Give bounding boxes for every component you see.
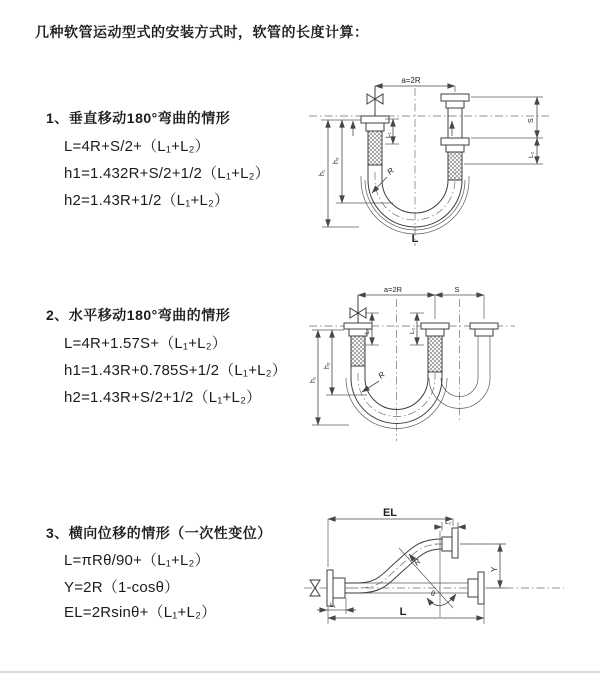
section-2-heading: 2、水平移动180°弯曲的情形 xyxy=(46,307,231,323)
formula-3-Y: Y=2R（1-cosθ） xyxy=(64,579,180,596)
formula-3-EL: EL=2Rsinθ+（L₁+L₂） xyxy=(64,604,217,621)
dim-label-r: R xyxy=(385,165,396,177)
dim-label-l2: L₂ xyxy=(445,519,452,526)
valve-icon xyxy=(367,86,383,116)
dim-label-r: R xyxy=(376,369,387,381)
dim-label-l1: L₁ xyxy=(385,132,392,138)
diagram-horizontal-180-bend xyxy=(305,283,565,473)
right-fitting-moved-position xyxy=(470,323,498,336)
braided-hose xyxy=(428,336,442,372)
formula-2-h2: h2=1.43R+S/2+1/2（L₁+L₂） xyxy=(64,389,262,406)
dim-label-y: Y xyxy=(490,566,499,572)
dim-label-h2: h₂ xyxy=(333,157,340,164)
dim-label-h1: h₁ xyxy=(310,376,317,383)
formula-1-h2: h2=1.43R+1/2（L₁+L₂） xyxy=(64,192,230,209)
dim-label-el: EL xyxy=(382,507,398,519)
page-title: 几种软管运动型式的安装方式时，软管的长度计算： xyxy=(35,24,369,40)
dim-label-l2: L₂ xyxy=(528,151,535,158)
braided-hose xyxy=(351,336,365,366)
page-bottom-edge xyxy=(0,671,600,673)
left-fitting xyxy=(361,116,389,165)
formula-2-L: L=4R+1.57S+（L₁+L₂） xyxy=(64,335,227,352)
dim-label-s: S xyxy=(454,285,460,294)
dim-label-r: R xyxy=(412,556,423,568)
dim-label-l: L xyxy=(399,606,407,618)
dim-label-a2r: a=2R xyxy=(383,285,403,294)
diagram-vertical-180-bend xyxy=(305,72,555,252)
valve-icon xyxy=(350,295,366,323)
dim-label-theta: θ xyxy=(431,591,435,598)
dim-label-l: L xyxy=(411,233,419,245)
radius-leader xyxy=(372,177,387,193)
dim-label-h1: h₁ xyxy=(319,169,326,176)
dim-label-h2: h₂ xyxy=(324,362,331,369)
radius-leader xyxy=(362,381,379,392)
diagram-lateral-displacement xyxy=(300,505,570,660)
section-1-heading: 1、垂直移动180°弯曲的情形 xyxy=(46,110,231,126)
dim-label-l1: L₁ xyxy=(330,602,336,609)
dim-label-s: S xyxy=(528,118,535,123)
dim-label-l1: L₁ xyxy=(364,328,371,334)
left-flange xyxy=(327,570,345,606)
formula-1-h1: h1=1.432R+S/2+1/2（L₁+L₂） xyxy=(64,165,270,182)
formula-3-L: L=πRθ/90+（L₁+L₂） xyxy=(64,552,210,569)
upper-right-flange xyxy=(452,528,458,558)
section-3-heading: 3、横向位移的情形（一次性变位） xyxy=(46,525,272,541)
right-fitting xyxy=(441,94,469,180)
middle-fitting xyxy=(421,323,449,372)
dim-label-l2: L₂ xyxy=(409,327,416,334)
dim-label-a2r: a=2R xyxy=(401,76,421,85)
formula-2-h1: h1=1.43R+0.785S+1/2（L₁+L₂） xyxy=(64,362,287,379)
formula-1-L: L=4R+S/2+（L₁+L₂） xyxy=(64,138,210,155)
braided-hose xyxy=(448,152,462,180)
braided-hose xyxy=(368,131,382,165)
construction-radius-line xyxy=(399,548,453,608)
